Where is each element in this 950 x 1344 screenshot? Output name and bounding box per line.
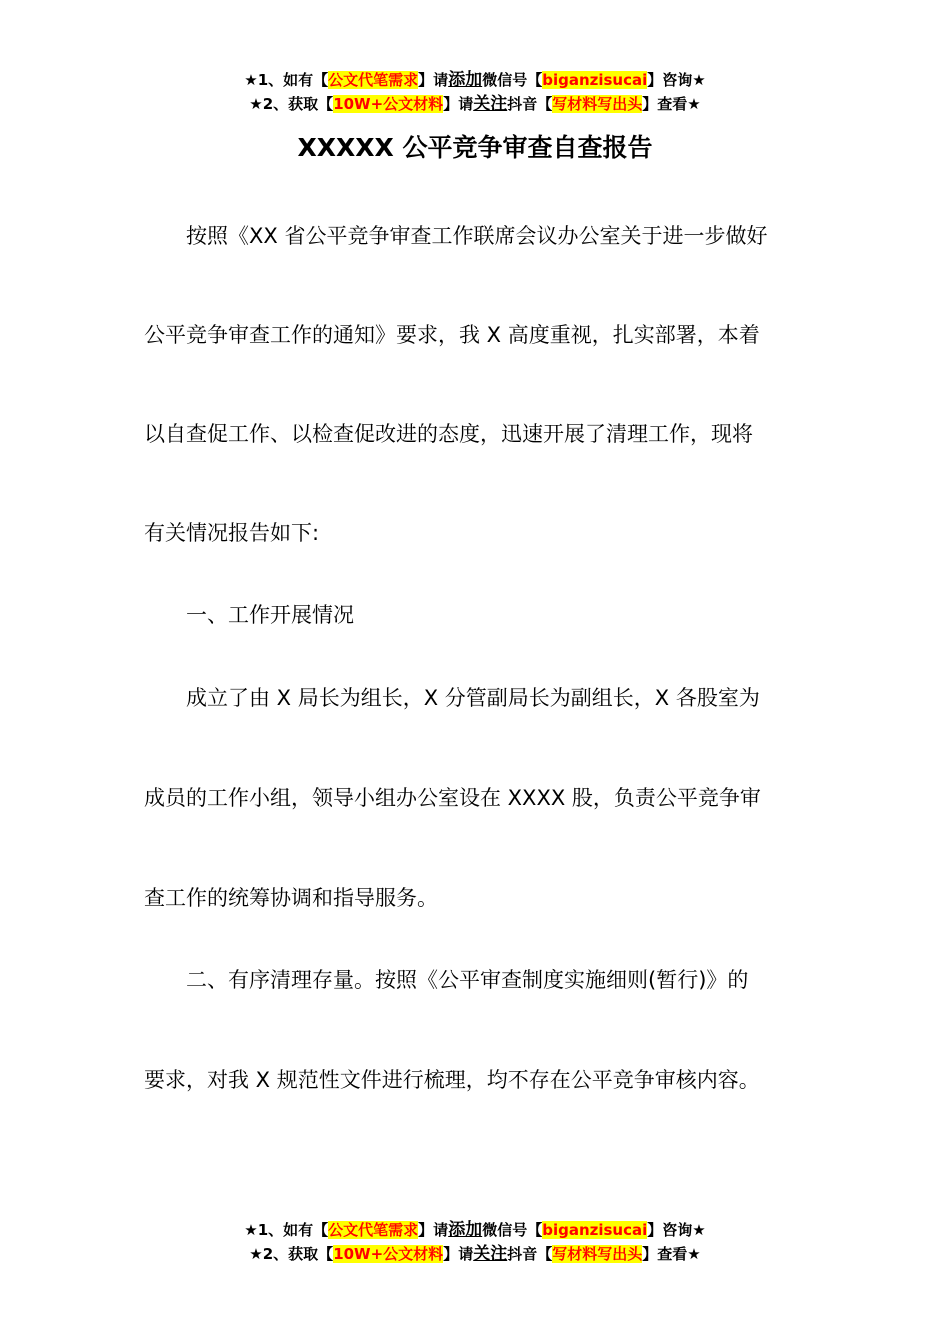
banner-highlight-douyin-account: 写材料写出头 (552, 1245, 643, 1263)
body-line-9: 二、有序清理存量。按照《公平审查制度实施细则(暂行)》的 (144, 968, 749, 992)
banner-text: 】请 (418, 71, 449, 89)
footer-banner-line-2 (0, 1242, 950, 1266)
footer-banner-line-1 (0, 1218, 950, 1242)
banner-highlight-materials: 10W+公文材料 (333, 95, 444, 113)
banner-emphasis: 添加 (448, 70, 483, 90)
body-line-4: 有关情况报告如下: (144, 521, 320, 545)
body-line-6: 成立了由 X 局长为组长，X 分管副局长为副组长，X 各股室为 (144, 686, 760, 710)
banner-highlight-materials: 10W+公文材料 (333, 1245, 444, 1263)
banner-text: 抖音【 (507, 95, 553, 113)
banner-text: 微信号【 (482, 1221, 543, 1239)
banner-text: 】查看★ (642, 1245, 701, 1263)
banner-text: 】查看★ (642, 95, 701, 113)
banner-text: 】请 (443, 1245, 474, 1263)
banner-text: 微信号【 (482, 71, 543, 89)
banner-highlight-service: 公文代笔需求 (328, 71, 419, 89)
banner-emphasis: 关注 (473, 1244, 508, 1264)
banner-text: ★1、如有【 (244, 71, 329, 89)
banner-highlight-wechat-id: biganzisucai (542, 1221, 648, 1239)
banner-text: ★2、获取【 (249, 1245, 334, 1263)
header-banner-line-1 (0, 68, 950, 92)
section-heading-1: 一、工作开展情况 (144, 603, 354, 627)
body-line-3: 以自查促工作、以检查促改进的态度，迅速开展了清理工作，现将 (144, 422, 753, 446)
banner-text: ★2、获取【 (249, 95, 334, 113)
banner-text: ★1、如有【 (244, 1221, 329, 1239)
document-title: XXXXX 公平竞争审查自查报告 (297, 133, 653, 162)
banner-text: 】请 (418, 1221, 449, 1239)
banner-text: 抖音【 (507, 1245, 553, 1263)
banner-text: 】咨询★ (647, 1221, 706, 1239)
header-banner (0, 68, 950, 116)
body-line-10: 要求，对我 X 规范性文件进行梳理，均不存在公平竞争审核内容。 (144, 1068, 760, 1092)
body-line-2: 公平竞争审查工作的通知》要求，我 X 高度重视，扎实部署，本着 (144, 323, 760, 347)
body-line-7: 成员的工作小组，领导小组办公室设在 XXXX 股，负责公平竞争审 (144, 786, 761, 810)
banner-highlight-service: 公文代笔需求 (328, 1221, 419, 1239)
banner-text: 】咨询★ (647, 71, 706, 89)
header-banner-line-2 (0, 92, 950, 116)
body-line-8: 查工作的统筹协调和指导服务。 (144, 886, 438, 910)
banner-highlight-wechat-id: biganzisucai (542, 71, 648, 89)
footer-banner (0, 1218, 950, 1266)
body-line-1: 按照《XX 省公平竞争审查工作联席会议办公室关于进一步做好 (144, 224, 768, 248)
banner-emphasis: 添加 (448, 1220, 483, 1240)
banner-text: 】请 (443, 95, 474, 113)
banner-emphasis: 关注 (473, 94, 508, 114)
banner-highlight-douyin-account: 写材料写出头 (552, 95, 643, 113)
